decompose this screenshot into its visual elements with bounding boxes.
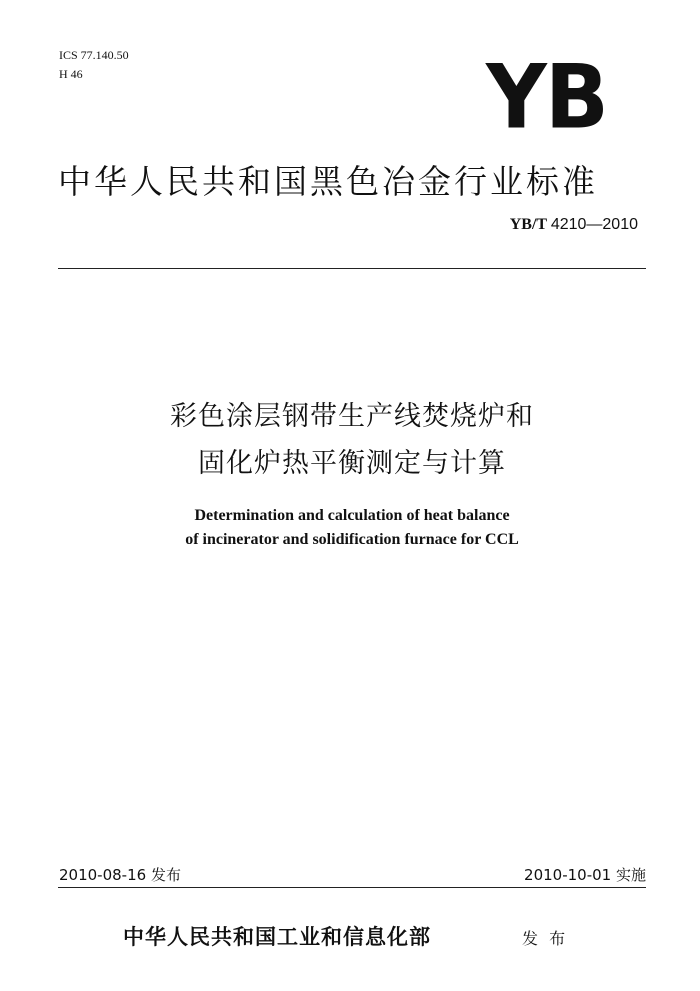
title-en-line-2: of incinerator and solidification furnace for CCL xyxy=(185,531,519,548)
publisher-name: 中华人民共和国工业和信息化部 xyxy=(123,924,431,949)
standard-number-value: 4210—2010 xyxy=(550,216,638,233)
ics-code: ICS 77.140.50 xyxy=(59,48,129,62)
bottom-divider xyxy=(58,887,646,888)
industry-standard-title: 中华人民共和国黑色冶金行业标准 xyxy=(58,162,598,201)
issue-date: 2010-08-16 发布 xyxy=(59,866,181,884)
title-cn-line-2: 固化炉热平衡测定与计算 xyxy=(198,448,506,479)
title-cn-line-1: 彩色涂层钢带生产线焚烧炉和 xyxy=(170,401,534,432)
publish-label: 发 布 xyxy=(522,929,569,948)
classification-code: H 46 xyxy=(59,67,83,81)
top-divider xyxy=(58,268,646,269)
standard-number xyxy=(510,216,638,234)
standard-prefix: YB/T xyxy=(509,216,547,233)
effective-date: 2010-10-01 实施 xyxy=(524,866,646,884)
yb-logo: YB xyxy=(486,45,607,149)
title-en-line-1: Determination and calculation of heat balance xyxy=(194,507,510,524)
